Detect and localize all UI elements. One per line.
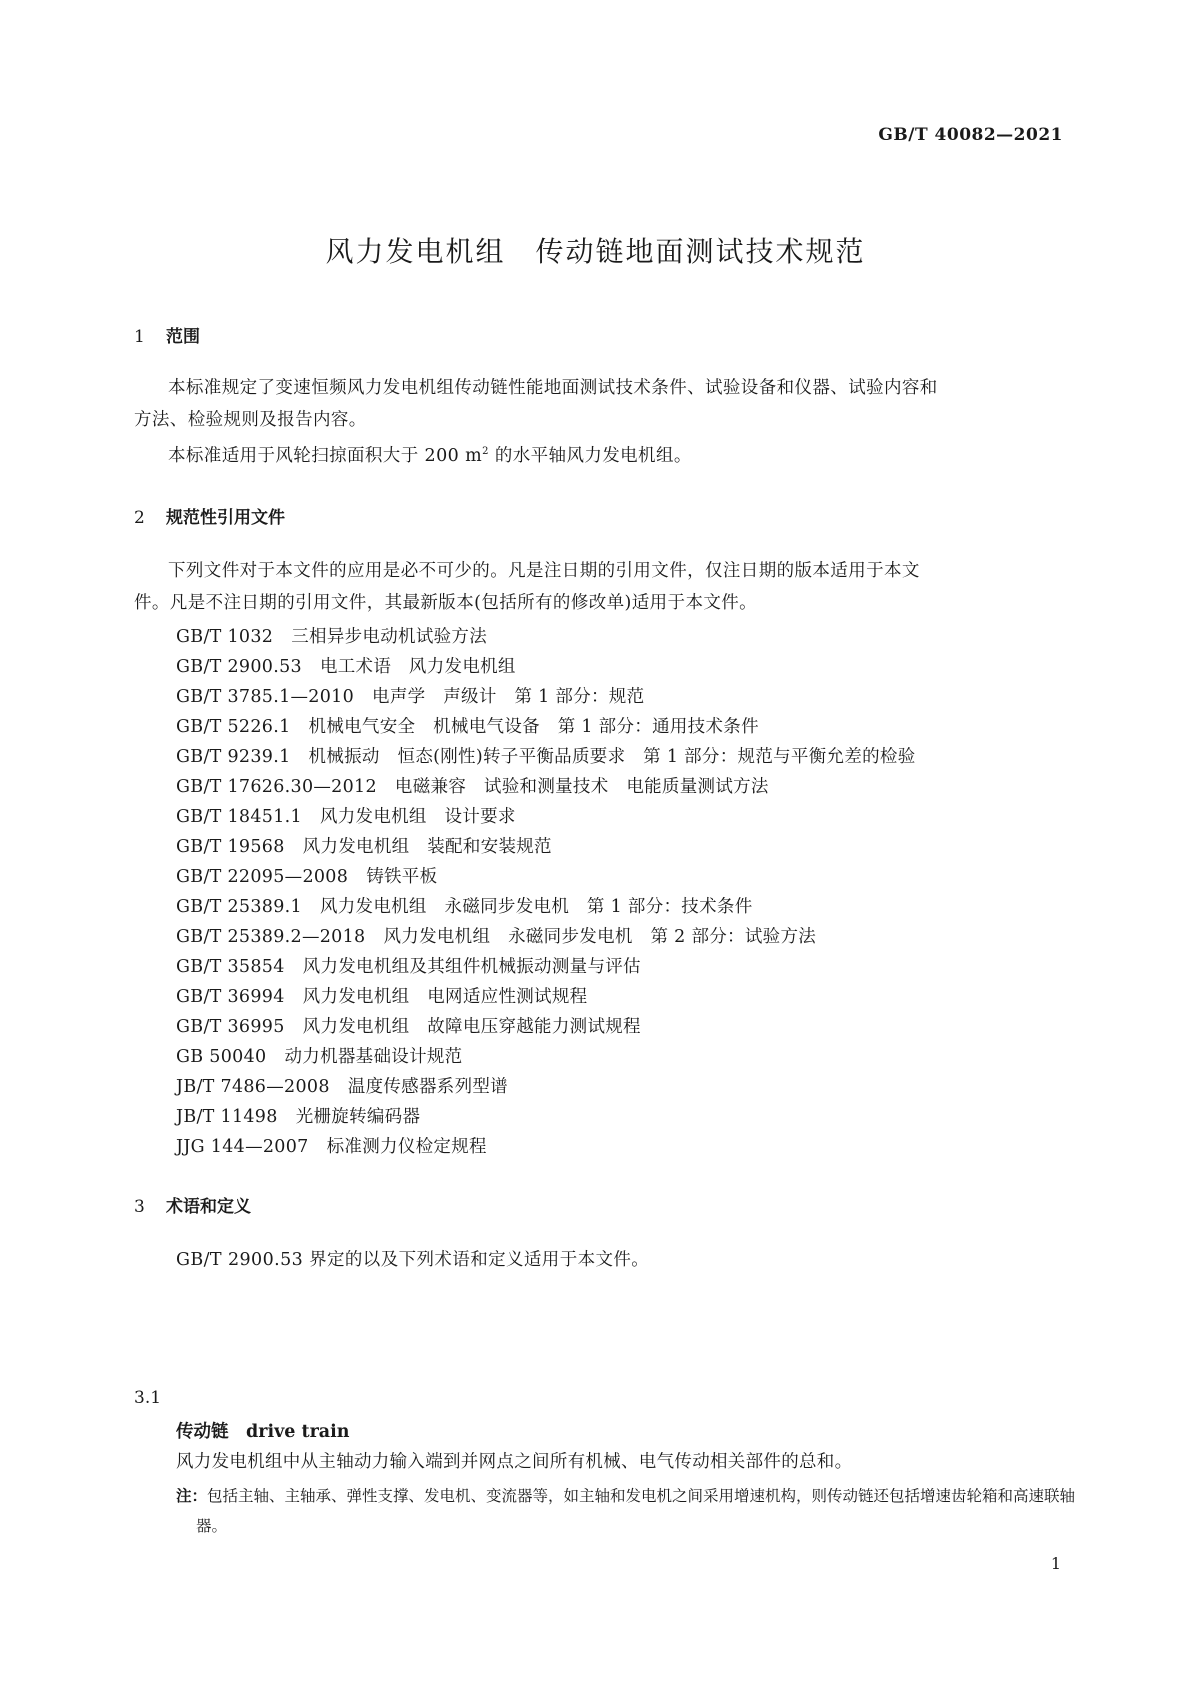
- reference-item: [176, 1073, 508, 1098]
- reference-code: GB/T 5226.1: [176, 717, 291, 737]
- reference-title: 风力发电机组 电网适应性测试规程: [302, 987, 588, 1007]
- reference-title: 风力发电机组 永磁同步发电机 第 1 部分：技术条件: [319, 897, 753, 917]
- reference-item: [176, 923, 816, 948]
- section-1-heading: [134, 322, 200, 347]
- reference-title: 机械振动 恒态(刚性)转子平衡品质要求 第 1 部分：规范与平衡允差的检验: [308, 747, 916, 767]
- reference-item: [176, 743, 916, 768]
- reference-item: [176, 803, 516, 828]
- reference-code: GB/T 1032: [176, 627, 274, 647]
- reference-title: 电声学 声级计 第 1 部分：规范: [372, 687, 645, 707]
- reference-item: [176, 653, 516, 678]
- reference-code: GB/T 36995: [176, 1017, 285, 1037]
- reference-item: [176, 983, 587, 1008]
- reference-item: [176, 863, 437, 888]
- reference-item: [176, 893, 753, 918]
- section-number: 2: [134, 508, 145, 528]
- term-number: 3.1: [134, 1388, 162, 1408]
- reference-title: 风力发电机组 设计要求: [319, 807, 516, 827]
- reference-item: [176, 623, 487, 648]
- term-definition: 风力发电机组中从主轴动力输入端到并网点之间所有机械、电气传动相关部件的总和。: [176, 1452, 853, 1472]
- standard-number: GB/T 40082—2021: [878, 125, 1063, 145]
- reference-item: [176, 1013, 641, 1038]
- document-title: 风力发电机组 传动链地面测试技术规范: [325, 235, 866, 268]
- reference-item: [176, 773, 769, 798]
- reference-code: GB/T 22095—2008: [176, 867, 349, 887]
- note-label: 注：: [176, 1486, 208, 1505]
- reference-code: GB/T 2900.53: [176, 657, 302, 677]
- reference-title: 风力发电机组 装配和安装规范: [302, 837, 552, 857]
- superscript: 2: [482, 446, 489, 457]
- reference-code: JB/T 7486—2008: [176, 1077, 330, 1097]
- scope-applicability-paragraph: [168, 436, 692, 472]
- reference-title: 标准测力仪检定规程: [326, 1137, 487, 1157]
- reference-code: GB/T 25389.1: [176, 897, 302, 917]
- reference-item: [176, 953, 641, 978]
- reference-code: GB/T 9239.1: [176, 747, 291, 767]
- reference-code: GB/T 35854: [176, 957, 285, 977]
- section-number: 1: [134, 327, 145, 347]
- reference-code: GB/T 25389.2—2018: [176, 927, 366, 947]
- section-title: 范围: [166, 327, 200, 347]
- reference-item: [176, 1133, 487, 1158]
- term-note: [176, 1481, 1086, 1541]
- section-number: 3: [134, 1197, 145, 1217]
- scope-applicability-text: 本标准适用于风轮扫掠面积大于 200 m: [168, 445, 483, 466]
- reference-title: 电磁兼容 试验和测量技术 电能质量测试方法: [394, 777, 769, 797]
- section-3-heading: [134, 1192, 251, 1217]
- reference-title: 动力机器基础设计规范: [284, 1047, 463, 1067]
- note-text: 包括主轴、主轴承、弹性支撑、发电机、变流器等，如主轴和发电机之间采用增速机构，则传动链还包括增速齿轮箱和高速联轴器。: [196, 1487, 1076, 1535]
- reference-code: GB/T 19568: [176, 837, 285, 857]
- reference-code: JJG 144—2007: [176, 1137, 309, 1157]
- reference-title: 风力发电机组 永磁同步发电机 第 2 部分：试验方法: [383, 927, 817, 947]
- reference-item: [176, 713, 759, 738]
- reference-code: JB/T 11498: [176, 1107, 278, 1127]
- scope-paragraph-line2: 方法、检验规则及报告内容。: [134, 410, 367, 430]
- reference-title: 风力发电机组 故障电压穿越能力测试规程: [302, 1017, 641, 1037]
- term-name: 传动链 drive train: [176, 1422, 350, 1442]
- reference-title: 铸铁平板: [366, 867, 438, 887]
- scope-applicability-text-end: 的水平轴风力发电机组。: [488, 445, 692, 466]
- reference-item: [176, 1043, 462, 1068]
- reference-item: [176, 833, 552, 858]
- terms-intro: GB/T 2900.53 界定的以及下列术语和定义适用于本文件。: [176, 1250, 650, 1270]
- scope-paragraph-line1: 本标准规定了变速恒频风力发电机组传动链性能地面测试技术条件、试验设备和仪器、试验内容和: [168, 378, 938, 398]
- reference-item: [176, 1103, 420, 1128]
- section-title: 术语和定义: [166, 1197, 251, 1217]
- reference-code: GB/T 17626.30—2012: [176, 777, 377, 797]
- section-title: 规范性引用文件: [166, 508, 285, 528]
- section-2-heading: [134, 503, 285, 528]
- reference-code: GB 50040: [176, 1047, 267, 1067]
- reference-title: 风力发电机组及其组件机械振动测量与评估: [302, 957, 641, 977]
- reference-title: 光栅旋转编码器: [295, 1107, 421, 1127]
- reference-title: 温度传感器系列型谱: [347, 1077, 508, 1097]
- reference-code: GB/T 36994: [176, 987, 285, 1007]
- reference-item: [176, 683, 644, 708]
- page-number: 1: [1050, 1554, 1061, 1573]
- reference-title: 三相异步电动机试验方法: [291, 627, 488, 647]
- reference-code: GB/T 3785.1—2010: [176, 687, 355, 707]
- references-intro-line1: 下列文件对于本文件的应用是必不可少的。凡是注日期的引用文件，仅注日期的版本适用于本文: [168, 561, 920, 581]
- reference-title: 电工术语 风力发电机组: [319, 657, 516, 677]
- reference-code: GB/T 18451.1: [176, 807, 302, 827]
- reference-title: 机械电气安全 机械电气设备 第 1 部分：通用技术条件: [308, 717, 759, 737]
- references-intro-line2: 件。凡是不注日期的引用文件，其最新版本(包括所有的修改单)适用于本文件。: [134, 593, 758, 613]
